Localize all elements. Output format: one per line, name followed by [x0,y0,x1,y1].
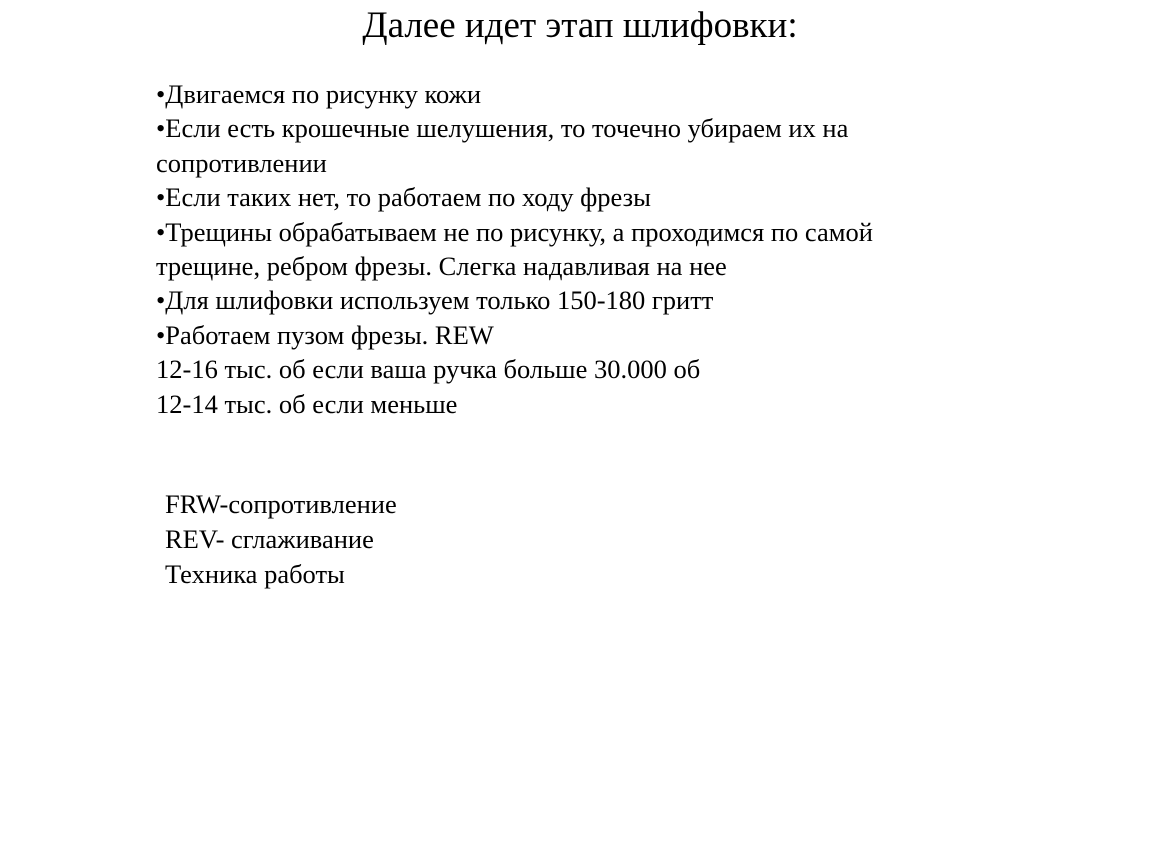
body-line-2: •Если есть крошечные шелушения, то точечно убираем их на [156,113,849,144]
legend-line-technique: Техника работы [165,559,345,589]
legend-line-frw: FRW-сопротивление [165,489,397,519]
body-line-4: •Если таких нет, то работаем по ходу фрезы [156,182,651,213]
body-line-3: сопротивлении [156,147,327,178]
body-line-7: •Для шлифовки используем только 150-180 гритт [156,285,714,316]
body-line-1: •Двигаемся по рисунку кожи [156,79,482,109]
body-line-8: •Работаем пузом фрезы. REW [156,319,494,350]
body-line-10: 12-14 тыс. об если меньше [156,388,458,419]
legend-line-rev: REV- сглаживание [165,524,374,554]
body-line-9: 12-16 тыс. об если ваша ручка больше 30.000 об [156,354,701,385]
body-line-5: •Трещины обрабатываем не по рисунку, а проходимся по самой [156,216,873,247]
body-line-6: трещине, ребром фрезы. Слегка надавливая на нее [156,251,727,282]
legend-block [165,487,665,592]
slide-title: Далее идет этап шлифовки: [362,5,798,46]
slide-body [156,77,976,421]
